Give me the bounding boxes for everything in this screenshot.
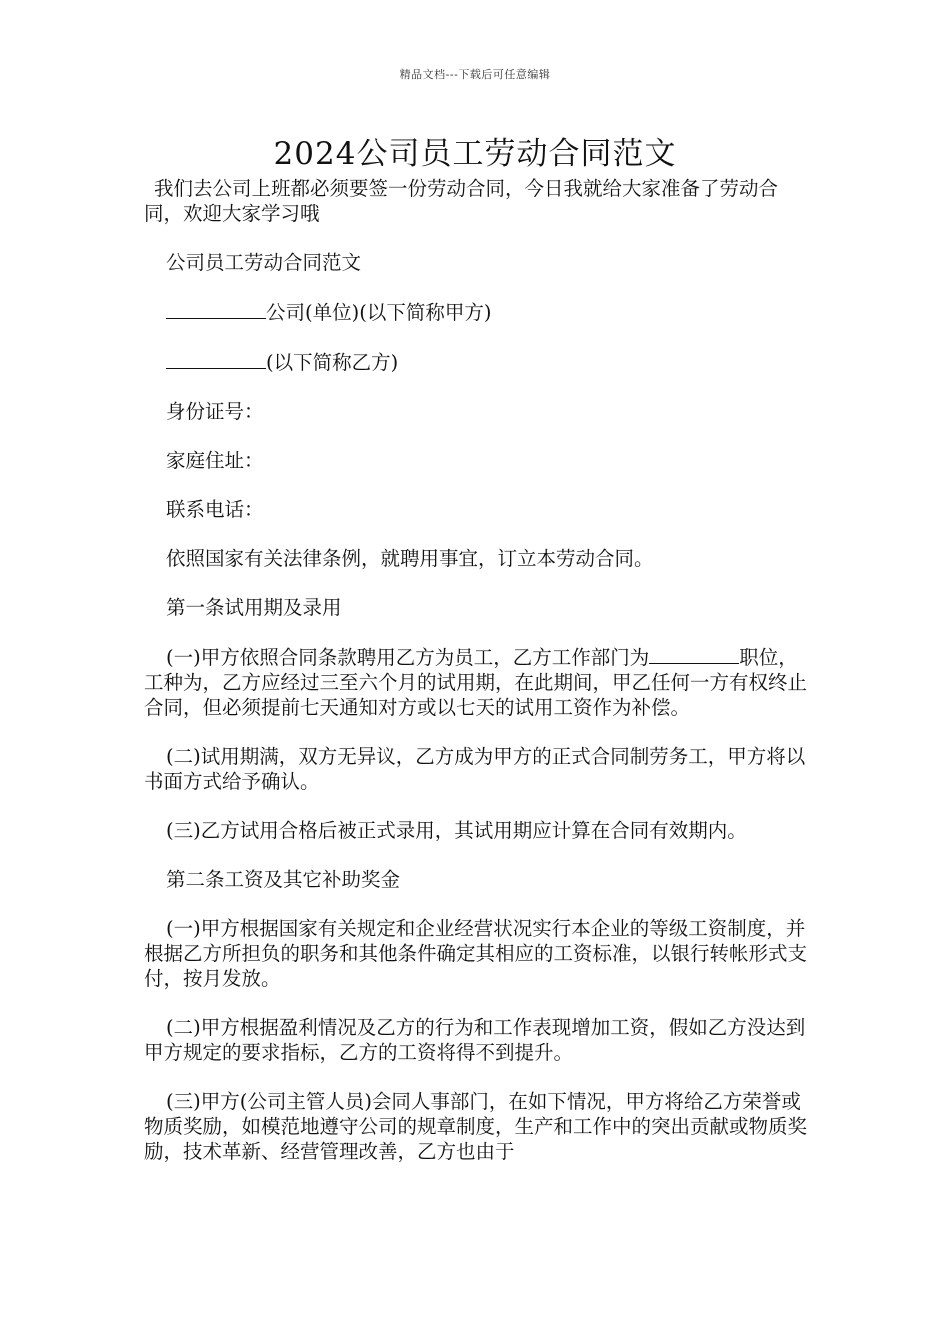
document-title: 2024公司员工劳动合同范文 <box>273 136 677 172</box>
intro-paragraph: 我们去公司上班都必须要签一份劳动合同，今日我就给大家准备了劳动合同，欢迎大家学习哦 <box>144 177 779 225</box>
party-b-text: (以下简称乙方) <box>266 351 399 374</box>
article1-title: 第一条试用期及录用 <box>166 596 342 619</box>
address-label: 家庭住址： <box>166 449 264 472</box>
party-a-text: 公司(单位)(以下简称甲方) <box>266 301 492 324</box>
phone-label: 联系电话： <box>166 498 264 521</box>
party-b-blank <box>166 349 266 369</box>
article2-paragraph1: (一)甲方根据国家有关规定和企业经营状况实行本企业的等级工资制度，并根据乙方所担负的职务和其他条件确定其相应的工资标准，以银行转帐形式支付，按月发放。 <box>144 917 808 990</box>
id-number-label: 身份证号： <box>166 400 264 423</box>
position-blank <box>727 644 739 664</box>
party-a-blank <box>166 299 266 319</box>
article2-paragraph2: (二)甲方根据盈利情况及乙方的行为和工作表现增加工资，假如乙方没达到甲方规定的要求指标，乙方的工资将得不到提升。 <box>144 1016 806 1064</box>
article2-title: 第二条工资及其它补助奖金 <box>166 868 401 891</box>
article1-paragraph2: (二)试用期满，双方无异议，乙方成为甲方的正式合同制劳务工，甲方将以书面方式给予确认。 <box>144 745 806 793</box>
article2-paragraph3: (三)甲方(公司主管人员)会同人事部门，在如下情况，甲方将给乙方荣誉或物质奖励，如模范地遵守公司的规章制度，生产和工作中的突出贡献或物质奖励，技术革新、经营管理改善，乙方也由于 <box>144 1090 808 1163</box>
article1-paragraph1 <box>144 644 810 720</box>
document-body <box>144 176 810 1164</box>
article1-p1-start: (一)甲方依照合同条款聘用乙方为员工，乙方工作部门为 <box>166 646 650 669</box>
article1-paragraph3: (三)乙方试用合格后被正式录用，其试用期应计算在合同有效期内。 <box>166 819 747 842</box>
article1-p1-end: 职位，工种为，乙方应经过三至六个月的试用期，在此期间，甲乙任何一方有权终止合同，但必须提前七天通知对方或以七天的试用工资作为补偿。 <box>144 646 808 719</box>
subtitle: 公司员工劳动合同范文 <box>166 251 362 274</box>
department-blank <box>649 644 727 664</box>
party-a-line <box>144 299 810 325</box>
header-note: 精品文档---下载后可任意编辑 <box>399 68 551 81</box>
preamble: 依照国家有关法律条例，就聘用事宜，订立本劳动合同。 <box>166 547 654 570</box>
party-b-line <box>144 349 810 375</box>
